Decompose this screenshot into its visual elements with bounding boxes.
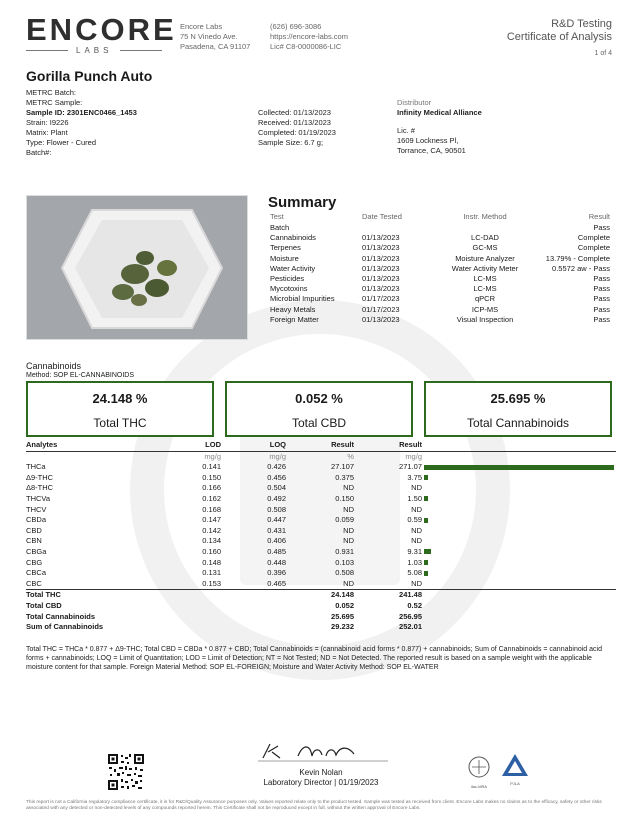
analyte-loq: 0.426 xyxy=(267,462,286,472)
analyte-bar-cell xyxy=(422,568,616,579)
summary-method: ICP-MS xyxy=(471,304,499,314)
total-cannabinoids-value: 25.695 % xyxy=(490,391,546,406)
analyte-result-mg: 1.50 xyxy=(407,493,422,503)
signature-block xyxy=(218,768,424,788)
summary-date xyxy=(362,223,440,233)
summary-test: Moisture xyxy=(270,253,299,263)
analyte-row xyxy=(26,558,616,569)
sample-size: Sample Size: 6.7 g; xyxy=(258,138,324,147)
analyte-bar xyxy=(424,496,428,501)
summary-result: Pass xyxy=(593,274,610,284)
analyte-bar xyxy=(424,465,614,470)
analyte-result-mg: 1.03 xyxy=(407,557,422,567)
summary-date: 01/17/2023 xyxy=(362,304,400,314)
analyte-name: CBN xyxy=(26,536,42,546)
summary-result: Complete xyxy=(577,243,610,253)
analyte-result-pct: ND xyxy=(343,483,354,493)
total-row xyxy=(26,590,616,601)
analyte-row xyxy=(26,579,616,590)
analyte-lod: 0.141 xyxy=(202,462,221,472)
distributor-address2: Torrance, CA, 90501 xyxy=(397,146,466,155)
analyte-bar-cell xyxy=(422,473,616,484)
analyte-name: CBD xyxy=(26,525,42,535)
signature-image xyxy=(258,740,388,764)
analyte-result-mg: 5.08 xyxy=(407,568,422,578)
analyte-bar-cell xyxy=(422,558,616,569)
total-loq xyxy=(221,622,286,633)
total-cannabinoids-box xyxy=(424,381,612,437)
summary-date: 01/13/2023 xyxy=(362,314,400,324)
analyte-loq: 0.465 xyxy=(267,578,286,588)
analyte-result-mg: ND xyxy=(411,504,422,514)
summary-test: Cannabinoids xyxy=(270,233,316,243)
analyte-result-pct: 0.059 xyxy=(335,515,354,525)
summary-date: 01/13/2023 xyxy=(362,263,400,273)
metrc-batch: METRC Batch: xyxy=(26,88,77,97)
total-lod xyxy=(176,612,221,623)
analyte-result-pct: ND xyxy=(343,525,354,535)
summary-row xyxy=(270,284,610,294)
signature xyxy=(258,740,388,764)
analyte-name: CBGa xyxy=(26,546,47,556)
lab-website[interactable]: https://encore-labs.com xyxy=(270,32,348,41)
cannabinoids-header-row xyxy=(26,440,616,451)
analyte-lod: 0.166 xyxy=(202,483,221,493)
unit-cell: mg/g xyxy=(269,451,286,461)
cannabinoids-method: Method: SOP EL-CANNABINOIDS xyxy=(26,372,135,379)
summary-header-date: Date Tested xyxy=(362,212,402,221)
analyte-bar-cell xyxy=(422,483,616,494)
analyte-result-pct: 0.508 xyxy=(335,568,354,578)
sample-photo xyxy=(26,195,248,340)
total-name: Total Cannabinoids xyxy=(26,611,96,621)
analyte-result-mg: 271.07 xyxy=(399,462,422,472)
distributor-address1: 1609 Lockness Pl, xyxy=(397,136,459,145)
summary-method: LC-MS xyxy=(473,274,497,284)
analyte-lod: 0.168 xyxy=(202,504,221,514)
summary-test: Pesticides xyxy=(270,274,305,284)
doc-title-block xyxy=(507,18,612,60)
summary-row xyxy=(270,274,610,284)
analyte-bar xyxy=(424,475,428,480)
analyte-result-mg: ND xyxy=(411,578,422,588)
analyte-name: CBC xyxy=(26,578,42,588)
ilac-badge-icon xyxy=(464,756,494,782)
signer-name: Kevin Nolan xyxy=(299,768,343,777)
total-name: Sum of Cannabinoids xyxy=(26,622,104,632)
cannabinoids-table xyxy=(26,440,616,633)
analyte-result-mg: 3.75 xyxy=(407,472,422,482)
encore-logo xyxy=(26,12,177,55)
summary-test: Microbial Impurities xyxy=(270,294,335,304)
pjla-badge-icon xyxy=(500,752,530,778)
sample-id: Sample ID: 2301ENC0466_1453 xyxy=(26,108,137,117)
collected-date: Collected: 01/13/2023 xyxy=(258,108,331,117)
summary-method: Visual Inspection xyxy=(456,314,514,324)
summary-result: Pass xyxy=(593,304,610,314)
analyte-result-mg: 9.31 xyxy=(407,546,422,556)
analyte-loq: 0.431 xyxy=(267,525,286,535)
analyte-loq: 0.396 xyxy=(267,568,286,578)
total-lod xyxy=(176,590,221,601)
analyte-lod: 0.148 xyxy=(202,557,221,567)
total-result-mg: 241.48 xyxy=(399,590,422,600)
analyte-bar-cell xyxy=(422,515,616,526)
summary-test: Foreign Matter xyxy=(270,314,319,324)
analyte-loq: 0.504 xyxy=(267,483,286,493)
analyte-result-mg: ND xyxy=(411,483,422,493)
sample-photo-image xyxy=(27,196,247,339)
cannabinoids-title: Cannabinoids xyxy=(26,361,82,371)
analyte-lod: 0.150 xyxy=(202,472,221,482)
analyte-loq: 0.508 xyxy=(267,504,286,514)
lab-address-line1: 75 N Vinedo Ave. xyxy=(180,32,238,41)
summary-header-test: Test xyxy=(270,212,284,221)
total-loq xyxy=(221,612,286,623)
analyte-bar-cell xyxy=(422,505,616,516)
summary-test: Mycotoxins xyxy=(270,284,308,294)
summary-method: LC-DAD xyxy=(471,233,499,243)
summary-table xyxy=(270,212,610,325)
ilac-badge-label: ilac-MRA xyxy=(470,784,488,789)
received-date: Received: 01/13/2023 xyxy=(258,118,331,127)
total-result-pct: 24.148 xyxy=(331,590,354,600)
analyte-bar xyxy=(424,571,428,576)
col-result-pct: Result xyxy=(331,440,354,449)
analyte-result-pct: 0.103 xyxy=(335,557,354,567)
total-result-mg: 0.52 xyxy=(407,600,422,610)
analyte-name: THCV xyxy=(26,504,47,514)
product-title: Gorilla Punch Auto xyxy=(26,68,153,84)
analyte-result-pct: ND xyxy=(343,504,354,514)
total-cannabinoids-label: Total Cannabinoids xyxy=(466,416,570,430)
total-thc-box xyxy=(26,381,214,437)
total-result-mg: 252.01 xyxy=(399,622,422,632)
analyte-result-pct: 0.375 xyxy=(335,472,354,482)
analyte-result-mg: ND xyxy=(411,525,422,535)
col-loq: LOQ xyxy=(269,440,286,449)
total-bar-cell xyxy=(422,612,616,623)
analyte-result-mg: ND xyxy=(411,536,422,546)
distributor-label: Distributor xyxy=(397,98,432,107)
analyte-result-pct: ND xyxy=(343,536,354,546)
analyte-name: CBCa xyxy=(26,568,47,578)
analyte-row xyxy=(26,505,616,516)
analyte-lod: 0.134 xyxy=(202,536,221,546)
analyte-bar-cell xyxy=(422,494,616,505)
summary-date: 01/13/2023 xyxy=(362,253,400,263)
summary-result: Pass xyxy=(593,223,610,232)
qr-code-icon xyxy=(107,753,145,791)
sample-type: Type: Flower - Cured xyxy=(26,138,97,147)
summary-row xyxy=(270,264,610,274)
summary-date: 01/13/2023 xyxy=(362,243,400,253)
analyte-row xyxy=(26,536,616,547)
pjla-badge-label: PJLA xyxy=(510,781,520,786)
product-info-left xyxy=(26,88,137,158)
qr-code[interactable] xyxy=(107,753,145,791)
col-result-mg: Result xyxy=(399,440,422,449)
total-bar-cell xyxy=(422,590,616,601)
total-bar-cell xyxy=(422,601,616,612)
analyte-result-pct: 0.150 xyxy=(335,493,354,503)
unit-cell: % xyxy=(347,451,354,461)
analyte-loq: 0.485 xyxy=(267,546,286,556)
matrix: Matrix: Plant xyxy=(26,128,68,137)
analyte-lod: 0.160 xyxy=(202,546,221,556)
unit-cell xyxy=(26,451,176,462)
summary-result: Pass xyxy=(593,314,610,324)
analyte-row xyxy=(26,526,616,537)
col-bar xyxy=(422,440,616,451)
unit-cell: mg/g xyxy=(405,451,422,461)
lab-contact xyxy=(270,22,348,52)
units-row xyxy=(26,451,616,462)
analyte-name: THCVa xyxy=(26,493,51,503)
summary-method xyxy=(440,223,530,233)
product-info-middle xyxy=(258,108,336,148)
total-result-pct: 25.695 xyxy=(331,611,354,621)
lab-license: Lic# C8-0000086-LIC xyxy=(270,42,342,51)
analyte-bar-cell xyxy=(422,462,616,473)
analyte-row xyxy=(26,462,616,473)
summary-date: 01/17/2023 xyxy=(362,294,400,304)
summary-row xyxy=(270,315,610,325)
logo-sub: LABS xyxy=(76,46,113,55)
summary-method: LC-MS xyxy=(473,284,497,294)
summary-row xyxy=(270,243,610,253)
summary-test: Water Activity xyxy=(270,263,316,273)
col-analytes: Analytes xyxy=(26,440,58,449)
analyte-lod: 0.162 xyxy=(202,493,221,503)
analyte-result-pct: 27.107 xyxy=(331,462,354,472)
total-lod xyxy=(176,622,221,633)
total-result-pct: 29.232 xyxy=(331,622,354,632)
total-thc-value: 24.148 % xyxy=(92,391,148,406)
total-name: Total THC xyxy=(26,590,61,600)
summary-title: Summary xyxy=(268,194,337,211)
total-thc-label: Total THC xyxy=(93,416,147,430)
summary-test: Heavy Metals xyxy=(270,304,316,314)
summary-method: Moisture Analyzer xyxy=(455,253,515,263)
analyte-loq: 0.456 xyxy=(267,472,286,482)
lab-address xyxy=(180,22,250,52)
total-row xyxy=(26,601,616,612)
summary-date: 01/13/2023 xyxy=(362,233,400,243)
analyte-bar-cell xyxy=(422,579,616,590)
analyte-lod: 0.153 xyxy=(202,578,221,588)
lab-address-line2: Pasadena, CA 91107 xyxy=(180,42,251,51)
lab-name: Encore Labs xyxy=(180,22,223,31)
analyte-lod: 0.131 xyxy=(202,568,221,578)
analyte-name: THCa xyxy=(26,462,46,472)
analyte-row xyxy=(26,494,616,505)
analyte-result-mg: 0.59 xyxy=(407,515,422,525)
logo-word: ENCORE xyxy=(26,12,177,47)
total-row xyxy=(26,612,616,623)
total-lod xyxy=(176,601,221,612)
disclaimer: This report is not a California regulatory compliance certificate, it is for R&D/Quality Assurance purposes only. Values reported relate only to the product tested. Sample was tested as received from client. Encore Labs makes no claims as to the efficacy, safety or other risks associated with any detected or non-detected levels of any compounds reported herein. This Certificate shall not be reproduced except in full, without the written approval of Encore Labs. xyxy=(26,800,602,811)
summary-result: 0.5572 aw - Pass xyxy=(552,263,610,273)
distributor-license: Lic. # xyxy=(397,126,415,135)
col-lod: LOD xyxy=(205,440,221,449)
summary-test: Terpenes xyxy=(270,243,301,253)
summary-row xyxy=(270,223,610,233)
unit-cell: mg/g xyxy=(204,451,221,461)
completed-date: Completed: 01/19/2023 xyxy=(258,128,336,137)
analyte-loq: 0.447 xyxy=(267,515,286,525)
analyte-row xyxy=(26,515,616,526)
summary-result: Complete xyxy=(577,233,610,243)
total-loq xyxy=(221,601,286,612)
doc-title-line2: Certificate of Analysis xyxy=(506,31,612,43)
analyte-name: Δ9-THC xyxy=(26,472,54,482)
analyte-row xyxy=(26,568,616,579)
analyte-loq: 0.448 xyxy=(267,557,286,567)
analyte-bar xyxy=(424,560,428,565)
analyte-row xyxy=(26,483,616,494)
analyte-bar xyxy=(424,518,428,523)
total-result-mg: 256.95 xyxy=(399,611,422,621)
total-bar-cell xyxy=(422,622,616,633)
page-number: 1 of 4 xyxy=(594,50,612,57)
analyte-row xyxy=(26,473,616,484)
doc-title-line1: R&D Testing xyxy=(551,18,612,30)
total-cbd-value: 0.052 % xyxy=(295,391,343,406)
summary-date: 01/13/2023 xyxy=(362,284,400,294)
analyte-bar-cell xyxy=(422,526,616,537)
total-name: Total CBD xyxy=(26,600,62,610)
strain: Strain: I9226 xyxy=(26,118,69,127)
distributor-name: Infinity Medical Alliance xyxy=(397,108,482,117)
distributor-info xyxy=(397,98,482,156)
summary-method: Water Activity Meter xyxy=(451,263,519,273)
definitions-note: Total THC = THCa * 0.877 + Δ9-THC; Total CBD = CBDa * 0.877 + CBD; Total Cannabinoids = (cannabinoid acid forms * 0.877) + cannabinoids; Sum of Cannabinoids = cannabinoid acid forms + cannabinoids; LOQ = Limit of Quantitation; LOD = Limit of Detection; NT = Not Tested; ND = Not Detected. The reported result is based on a sample weight with the applicable moisture content for that sample. Foreign Material Method: SOP EL-FOREIGN; Moisture and Water Activity Method: SOP EL-WATER xyxy=(26,646,602,671)
pjla-badge xyxy=(500,752,530,784)
analyte-bar xyxy=(424,549,431,554)
batch-number: Batch#: xyxy=(26,148,52,157)
analyte-name: Δ8-THC xyxy=(26,483,54,493)
summary-method: GC-MS xyxy=(472,243,498,253)
unit-cell-blank xyxy=(422,451,616,462)
total-cbd-label: Total CBD xyxy=(291,416,347,430)
summary-test: Batch xyxy=(270,223,290,232)
summary-row xyxy=(270,305,610,315)
analyte-name: CBDa xyxy=(26,515,47,525)
analyte-loq: 0.492 xyxy=(267,493,286,503)
summary-result: Pass xyxy=(593,284,610,294)
analyte-bar-cell xyxy=(422,536,616,547)
total-cbd-box xyxy=(225,381,413,437)
analyte-result-pct: 0.931 xyxy=(335,546,354,556)
summary-header-result: Result xyxy=(588,212,610,221)
summary-header-method: Instr. Method xyxy=(463,212,507,221)
metrc-sample: METRC Sample: xyxy=(26,98,83,107)
analyte-name: CBG xyxy=(26,557,43,567)
summary-method: qPCR xyxy=(474,294,495,304)
analyte-lod: 0.147 xyxy=(202,515,221,525)
summary-result: Pass xyxy=(593,294,610,304)
summary-row xyxy=(270,254,610,264)
analyte-result-pct: ND xyxy=(343,578,354,588)
ilac-mra-badge xyxy=(464,756,494,789)
analyte-lod: 0.142 xyxy=(202,525,221,535)
total-result-pct: 0.052 xyxy=(335,600,354,610)
signer-title: Laboratory Director | 01/19/2023 xyxy=(263,778,379,787)
summary-row xyxy=(270,233,610,243)
summary-row xyxy=(270,294,610,304)
summary-date: 01/13/2023 xyxy=(362,274,400,284)
analyte-row xyxy=(26,547,616,558)
analyte-loq: 0.406 xyxy=(267,536,286,546)
summary-header-row xyxy=(270,212,610,223)
summary-result: 13.79% - Complete xyxy=(545,253,610,263)
total-loq xyxy=(221,590,286,601)
lab-phone: (626) 696-3086 xyxy=(270,22,322,31)
total-row xyxy=(26,622,616,633)
analyte-bar-cell xyxy=(422,547,616,558)
